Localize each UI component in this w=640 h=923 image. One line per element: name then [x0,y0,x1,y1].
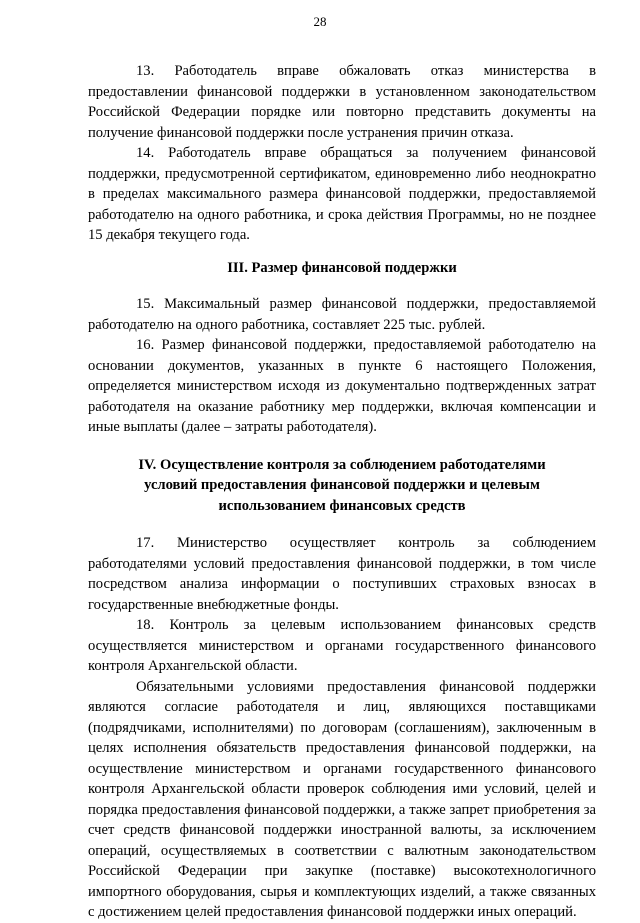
page-number: 28 [313,14,327,29]
paragraph-18: 18. Контроль за целевым использованием финансовых средств осуществляется министерством и органами государственного финансового контроля Архангельской области. [88,617,596,674]
paragraph-15: 15. Максимальный размер финансовой поддержки, предоставляемой работодателю на одного работника, составляет 225 тыс. рублей. [88,296,596,333]
paragraph-13: 13. Работодатель вправе обжаловать отказ министерства в предоставлении финансовой поддержки в установленном законодательством Российской Федерации порядке или повторно представить документы на получение финансовой поддержки после устранения причин отказа. [88,63,596,141]
section-4-heading-line-2: условий предоставления финансовой поддержки и целевым [144,477,540,493]
paragraph-17: 17. Министерство осуществляет контроль за соблюдением работодателями условий предоставления финансовой поддержки, в том числе посредством анализа информации о поступивших страховых взносах в государственные внебюджетные фонды. [88,535,596,613]
document-body [88,61,596,923]
paragraph-14: 14. Работодатель вправе обращаться за получением финансовой поддержки, предусмотренной сертификатом, единовременно либо неоднократно в пределах максимального размера финансовой поддержки, предоставляемой работодателю на одного работника, и срока действия Программы, но не позднее 15 декабря текущего года. [88,145,596,243]
paragraph-16: 16. Размер финансовой поддержки, предоставляемой работодателю на основании документов, указанных в пункте 6 настоящего Положения, определяется министерством исходя из документально подтвержденных затрат работодателя на оказание работнику мер поддержки, включая компенсации и иные выплаты (далее – затраты работодателя). [88,337,596,435]
section-4-heading-line-3: использованием финансовых средств [218,497,466,514]
section-4-heading-line-1: IV. Осуществление контроля за соблюдением работодателями [138,456,546,473]
section-3-heading: III. Размер финансовой поддержки [227,259,457,276]
paragraph-mandatory-conditions: Обязательными условиями предоставления финансовой поддержки являются согласие работодателя и лиц, являющихся поставщиками (подрядчиками, исполнителями) по договорам (соглашениям), заключенным в целях исполнения обязательств предоставления финансовой поддержки, на осуществление министерством и органами государственного финансового контроля Архангельской области проверок соблюдения ими условий, целей и порядка предоставления финансовой поддержки, а также запрет приобретения за счет средств финансовой поддержки иностранной валюты, за исключением операций, осуществляемых в соответствии с валютным законодательством Российской Федерации при закупке (поставке) высокотехнологичного импортного оборудования, сырья и комплектующих изделий, а также связанных с достижением целей предоставления финансовой поддержки иных операций. [88,678,596,920]
section-4-heading [88,455,596,517]
